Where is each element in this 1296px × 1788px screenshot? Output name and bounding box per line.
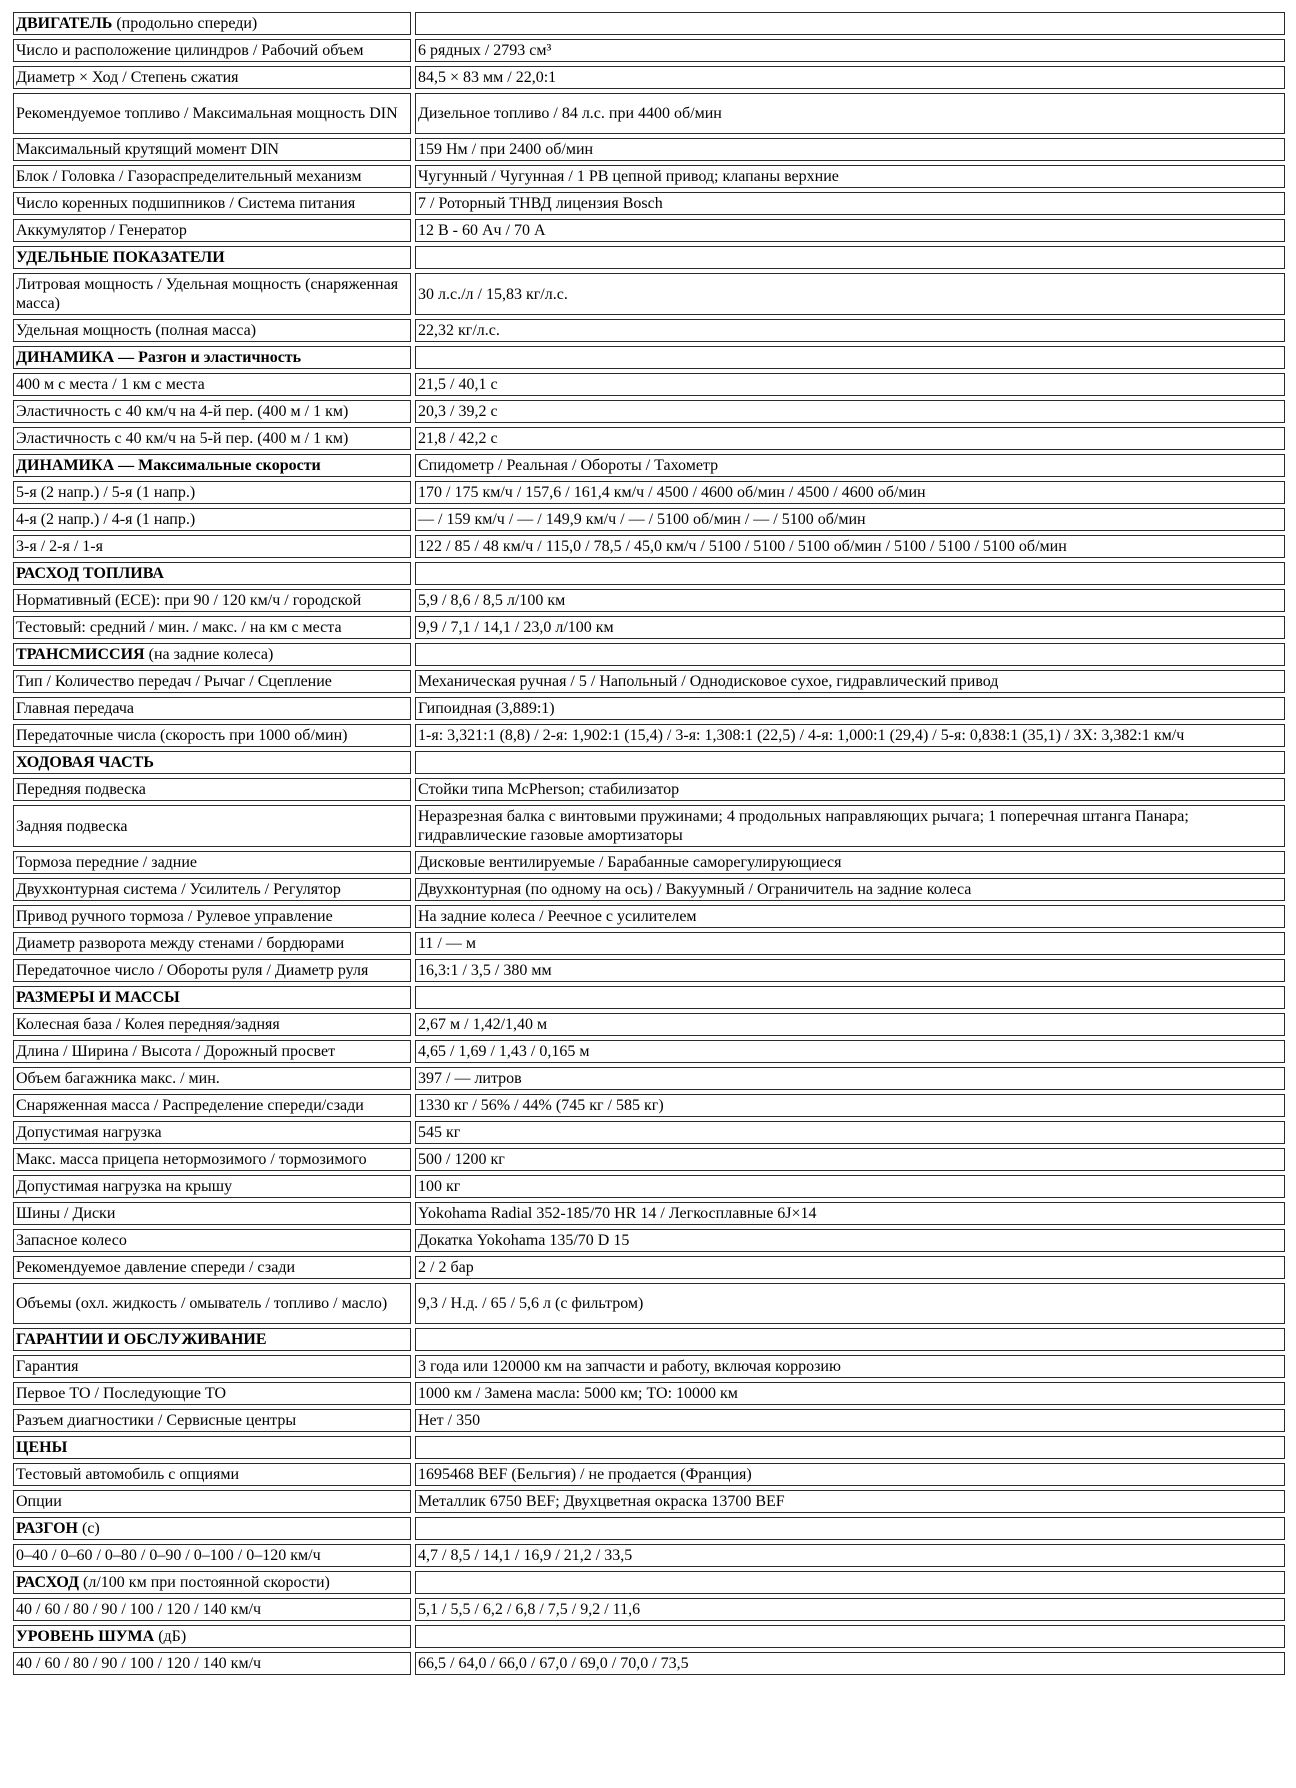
spec-value: Неразрезная балка с винтовыми пружинами; 4 продольных направляющих рычага; 1 поперечная штанга Панара; гидравлические газовые амортизаторы — [415, 805, 1285, 847]
spec-value — [415, 346, 1285, 369]
spec-row — [13, 273, 1285, 315]
section-title-cell — [13, 246, 411, 269]
spec-row — [13, 93, 1285, 134]
spec-value: — / 159 км/ч / — / 149,9 км/ч / — / 5100 об/мин / — / 5100 об/мин — [415, 508, 1285, 531]
section-title: ДИНАМИКА — Разгон и эластичность — [16, 349, 302, 366]
spec-value: 16,3:1 / 3,5 / 380 мм — [415, 959, 1285, 982]
spec-value: 1330 кг / 56% / 44% (745 кг / 585 кг) — [415, 1094, 1285, 1117]
spec-value: 4,7 / 8,5 / 14,1 / 16,9 / 21,2 / 33,5 — [415, 1544, 1285, 1567]
spec-row — [13, 1598, 1285, 1621]
spec-row — [13, 724, 1285, 747]
spec-label: Гарантия — [13, 1355, 411, 1378]
spec-row — [13, 1463, 1285, 1486]
section-header-row — [13, 1328, 1285, 1351]
spec-row — [13, 1040, 1285, 1063]
section-note: (с) — [78, 1520, 100, 1537]
spec-label: Допустимая нагрузка — [13, 1121, 411, 1144]
spec-label: Аккумулятор / Генератор — [13, 219, 411, 242]
spec-table — [9, 8, 1289, 1679]
spec-value: 122 / 85 / 48 км/ч / 115,0 / 78,5 / 45,0 км/ч / 5100 / 5100 / 5100 об/мин / 5100 / 5100 / 5100 об/мин — [415, 535, 1285, 558]
spec-value: 3 года или 120000 км на запчасти и работу, включая коррозию — [415, 1355, 1285, 1378]
spec-row — [13, 192, 1285, 215]
spec-row — [13, 932, 1285, 955]
section-title: ХОДОВАЯ ЧАСТЬ — [16, 754, 154, 771]
spec-row — [13, 1013, 1285, 1036]
spec-row — [13, 373, 1285, 396]
spec-row — [13, 481, 1285, 504]
spec-value: 2,67 м / 1,42/1,40 м — [415, 1013, 1285, 1036]
spec-row — [13, 1490, 1285, 1513]
spec-label: Литровая мощность / Удельная мощность (снаряженная масса) — [13, 273, 411, 315]
spec-label: Число коренных подшипников / Система питания — [13, 192, 411, 215]
spec-label: 400 м с места / 1 км с места — [13, 373, 411, 396]
spec-table-body — [13, 12, 1285, 1675]
section-title: ТРАНСМИССИЯ — [16, 646, 145, 663]
section-header-row — [13, 643, 1285, 666]
spec-label: Передаточные числа (скорость при 1000 об/мин) — [13, 724, 411, 747]
section-title: РАСХОД — [16, 1574, 80, 1591]
spec-label: Диаметр разворота между стенами / бордюрами — [13, 932, 411, 955]
section-title: УДЕЛЬНЫЕ ПОКАЗАТЕЛИ — [16, 249, 225, 266]
spec-row — [13, 589, 1285, 612]
spec-value: Двухконтурная (по одному на ось) / Вакуумный / Ограничитель на задние колеса — [415, 878, 1285, 901]
spec-row — [13, 165, 1285, 188]
spec-label: Двухконтурная система / Усилитель / Регулятор — [13, 878, 411, 901]
spec-label: Эластичность с 40 км/ч на 4-й пер. (400 м / 1 км) — [13, 400, 411, 423]
spec-row — [13, 1256, 1285, 1279]
section-title: ЦЕНЫ — [16, 1439, 68, 1456]
section-header-row — [13, 1571, 1285, 1594]
section-header-row — [13, 454, 1285, 477]
spec-label: Блок / Головка / Газораспределительный механизм — [13, 165, 411, 188]
spec-label: Эластичность с 40 км/ч на 5-й пер. (400 м / 1 км) — [13, 427, 411, 450]
spec-value: 5,1 / 5,5 / 6,2 / 6,8 / 7,5 / 9,2 / 11,6 — [415, 1598, 1285, 1621]
spec-row — [13, 1229, 1285, 1252]
spec-row — [13, 697, 1285, 720]
spec-value: 22,32 кг/л.с. — [415, 319, 1285, 342]
spec-label: Колесная база / Колея передняя/задняя — [13, 1013, 411, 1036]
spec-value: Дисковые вентилируемые / Барабанные саморегулирующиеся — [415, 851, 1285, 874]
spec-label: Разъем диагностики / Сервисные центры — [13, 1409, 411, 1432]
spec-label: Передаточное число / Обороты руля / Диаметр руля — [13, 959, 411, 982]
spec-row — [13, 805, 1285, 847]
section-title: УРОВЕНЬ ШУМА — [16, 1628, 155, 1645]
spec-label: 40 / 60 / 80 / 90 / 100 / 120 / 140 км/ч — [13, 1598, 411, 1621]
section-title-cell — [13, 454, 411, 477]
spec-label: Макс. масса прицепа нетормозимого / тормозимого — [13, 1148, 411, 1171]
spec-value: 1-я: 3,321:1 (8,8) / 2-я: 1,902:1 (15,4) / 3-я: 1,308:1 (22,5) / 4-я: 1,000:1 (29,4) / 5-я: 0,838:1 (35,1) / ЗХ: 3,382:1 км/ч — [415, 724, 1285, 747]
spec-label: Задняя подвеска — [13, 805, 411, 847]
section-title-cell — [13, 1328, 411, 1351]
spec-value: На задние колеса / Реечное с усилителем — [415, 905, 1285, 928]
spec-value — [415, 12, 1285, 35]
spec-value: Гипоидная (3,889:1) — [415, 697, 1285, 720]
section-title: РАЗМЕРЫ И МАССЫ — [16, 989, 180, 1006]
section-note: (л/100 км при постоянной скорости) — [79, 1574, 330, 1591]
spec-row — [13, 427, 1285, 450]
spec-row — [13, 1283, 1285, 1324]
spec-row — [13, 778, 1285, 801]
spec-value: 11 / — м — [415, 932, 1285, 955]
section-title: ДИНАМИКА — Максимальные скорости — [16, 457, 321, 474]
section-header-row — [13, 1436, 1285, 1459]
spec-value: 12 В - 60 Ач / 70 А — [415, 219, 1285, 242]
spec-value: 9,3 / Н.д. / 65 / 5,6 л (с фильтром) — [415, 1283, 1285, 1324]
spec-value: 545 кг — [415, 1121, 1285, 1144]
section-header-row — [13, 986, 1285, 1009]
spec-value: 21,8 / 42,2 с — [415, 427, 1285, 450]
spec-label: Тормоза передние / задние — [13, 851, 411, 874]
spec-value: 4,65 / 1,69 / 1,43 / 0,165 м — [415, 1040, 1285, 1063]
spec-value: 1000 км / Замена масла: 5000 км; ТО: 10000 км — [415, 1382, 1285, 1405]
spec-value: 20,3 / 39,2 с — [415, 400, 1285, 423]
section-header-row — [13, 246, 1285, 269]
spec-label: Диаметр × Ход / Степень сжатия — [13, 66, 411, 89]
spec-value — [415, 1571, 1285, 1594]
section-title-cell — [13, 12, 411, 35]
section-header-row — [13, 1517, 1285, 1540]
section-note: (дБ) — [154, 1628, 187, 1645]
spec-label: Допустимая нагрузка на крышу — [13, 1175, 411, 1198]
spec-row — [13, 851, 1285, 874]
spec-label: Длина / Ширина / Высота / Дорожный просвет — [13, 1040, 411, 1063]
spec-value — [415, 1517, 1285, 1540]
section-title: ДВИГАТЕЛЬ — [16, 15, 113, 32]
spec-value — [415, 1328, 1285, 1351]
spec-label: 5-я (2 напр.) / 5-я (1 напр.) — [13, 481, 411, 504]
section-title-cell — [13, 1436, 411, 1459]
spec-label: Опции — [13, 1490, 411, 1513]
spec-row — [13, 138, 1285, 161]
spec-value: Стойки типа McPherson; стабилизатор — [415, 778, 1285, 801]
spec-row — [13, 1355, 1285, 1378]
spec-value — [415, 986, 1285, 1009]
section-title-cell — [13, 562, 411, 585]
spec-value: 1695468 BEF (Бельгия) / не продается (Франция) — [415, 1463, 1285, 1486]
section-title-cell — [13, 1625, 411, 1648]
spec-row — [13, 959, 1285, 982]
spec-row — [13, 1382, 1285, 1405]
section-title: РАЗГОН — [16, 1520, 78, 1537]
spec-row — [13, 535, 1285, 558]
spec-value: 2 / 2 бар — [415, 1256, 1285, 1279]
spec-row — [13, 616, 1285, 639]
spec-value — [415, 751, 1285, 774]
spec-row — [13, 508, 1285, 531]
spec-value: 7 / Роторный ТНВД лицензия Bosch — [415, 192, 1285, 215]
spec-value: Спидометр / Реальная / Обороты / Тахометр — [415, 454, 1285, 477]
spec-value: Чугунный / Чугунная / 1 РВ цепной привод; клапаны верхние — [415, 165, 1285, 188]
spec-label: Шины / Диски — [13, 1202, 411, 1225]
spec-value: 6 рядных / 2793 см³ — [415, 39, 1285, 62]
section-note: (на задние колеса) — [144, 646, 274, 663]
spec-value: 66,5 / 64,0 / 66,0 / 67,0 / 69,0 / 70,0 / 73,5 — [415, 1652, 1285, 1675]
spec-value — [415, 246, 1285, 269]
spec-label: Передняя подвеска — [13, 778, 411, 801]
spec-label: Снаряженная масса / Распределение спереди/сзади — [13, 1094, 411, 1117]
spec-label: Тестовый автомобиль с опциями — [13, 1463, 411, 1486]
spec-value: 21,5 / 40,1 с — [415, 373, 1285, 396]
spec-row — [13, 1202, 1285, 1225]
spec-label: 4-я (2 напр.) / 4-я (1 напр.) — [13, 508, 411, 531]
spec-row — [13, 905, 1285, 928]
section-title-cell — [13, 986, 411, 1009]
section-title-cell — [13, 643, 411, 666]
section-header-row — [13, 12, 1285, 35]
section-note: (продольно спереди) — [112, 15, 258, 32]
spec-label: Нормативный (ECE): при 90 / 120 км/ч / городской — [13, 589, 411, 612]
spec-value: 30 л.с./л / 15,83 кг/л.с. — [415, 273, 1285, 315]
spec-row — [13, 1544, 1285, 1567]
spec-value — [415, 562, 1285, 585]
spec-value: 397 / — литров — [415, 1067, 1285, 1090]
spec-label: Объем багажника макс. / мин. — [13, 1067, 411, 1090]
spec-row — [13, 400, 1285, 423]
spec-row — [13, 1067, 1285, 1090]
spec-value: Докатка Yokohama 135/70 D 15 — [415, 1229, 1285, 1252]
spec-row — [13, 219, 1285, 242]
spec-label: Рекомендуемое топливо / Максимальная мощность DIN — [13, 93, 411, 134]
section-header-row — [13, 751, 1285, 774]
spec-label: Число и расположение цилиндров / Рабочий объем — [13, 39, 411, 62]
spec-row — [13, 66, 1285, 89]
section-header-row — [13, 346, 1285, 369]
section-title: РАСХОД ТОПЛИВА — [16, 565, 164, 582]
spec-value: 9,9 / 7,1 / 14,1 / 23,0 л/100 км — [415, 616, 1285, 639]
spec-label: Тестовый: средний / мин. / макс. / на км с места — [13, 616, 411, 639]
spec-value: 500 / 1200 кг — [415, 1148, 1285, 1171]
section-title-cell — [13, 346, 411, 369]
spec-value: Нет / 350 — [415, 1409, 1285, 1432]
spec-row — [13, 878, 1285, 901]
spec-value: 5,9 / 8,6 / 8,5 л/100 км — [415, 589, 1285, 612]
spec-label: Привод ручного тормоза / Рулевое управление — [13, 905, 411, 928]
section-title-cell — [13, 1517, 411, 1540]
spec-label: 40 / 60 / 80 / 90 / 100 / 120 / 140 км/ч — [13, 1652, 411, 1675]
spec-row — [13, 1409, 1285, 1432]
spec-value — [415, 1436, 1285, 1459]
spec-row — [13, 319, 1285, 342]
spec-label: 0–40 / 0–60 / 0–80 / 0–90 / 0–100 / 0–120 км/ч — [13, 1544, 411, 1567]
spec-label: Запасное колесо — [13, 1229, 411, 1252]
section-title: ГАРАНТИИ И ОБСЛУЖИВАНИЕ — [16, 1331, 267, 1348]
spec-row — [13, 1094, 1285, 1117]
spec-value: 170 / 175 км/ч / 157,6 / 161,4 км/ч / 4500 / 4600 об/мин / 4500 / 4600 об/мин — [415, 481, 1285, 504]
spec-value: 84,5 × 83 мм / 22,0:1 — [415, 66, 1285, 89]
section-header-row — [13, 562, 1285, 585]
spec-row — [13, 670, 1285, 693]
spec-value: 159 Нм / при 2400 об/мин — [415, 138, 1285, 161]
spec-label: Объемы (охл. жидкость / омыватель / топливо / масло) — [13, 1283, 411, 1324]
spec-label: Максимальный крутящий момент DIN — [13, 138, 411, 161]
spec-label: 3-я / 2-я / 1-я — [13, 535, 411, 558]
spec-label: Рекомендуемое давление спереди / сзади — [13, 1256, 411, 1279]
spec-value — [415, 643, 1285, 666]
spec-label: Удельная мощность (полная масса) — [13, 319, 411, 342]
spec-label: Первое ТО / Последующие ТО — [13, 1382, 411, 1405]
section-title-cell — [13, 751, 411, 774]
spec-value: 100 кг — [415, 1175, 1285, 1198]
spec-value: Дизельное топливо / 84 л.с. при 4400 об/мин — [415, 93, 1285, 134]
spec-value: Yokohama Radial 352-185/70 HR 14 / Легкосплавные 6J×14 — [415, 1202, 1285, 1225]
spec-row — [13, 1121, 1285, 1144]
spec-row — [13, 1148, 1285, 1171]
spec-label: Тип / Количество передач / Рычаг / Сцепление — [13, 670, 411, 693]
spec-label: Главная передача — [13, 697, 411, 720]
spec-row — [13, 1652, 1285, 1675]
section-title-cell — [13, 1571, 411, 1594]
spec-value: Механическая ручная / 5 / Напольный / Однодисковое сухое, гидравлический привод — [415, 670, 1285, 693]
spec-value: Металлик 6750 BEF; Двухцветная окраска 13700 BEF — [415, 1490, 1285, 1513]
spec-value — [415, 1625, 1285, 1648]
section-header-row — [13, 1625, 1285, 1648]
spec-row — [13, 1175, 1285, 1198]
spec-row — [13, 39, 1285, 62]
